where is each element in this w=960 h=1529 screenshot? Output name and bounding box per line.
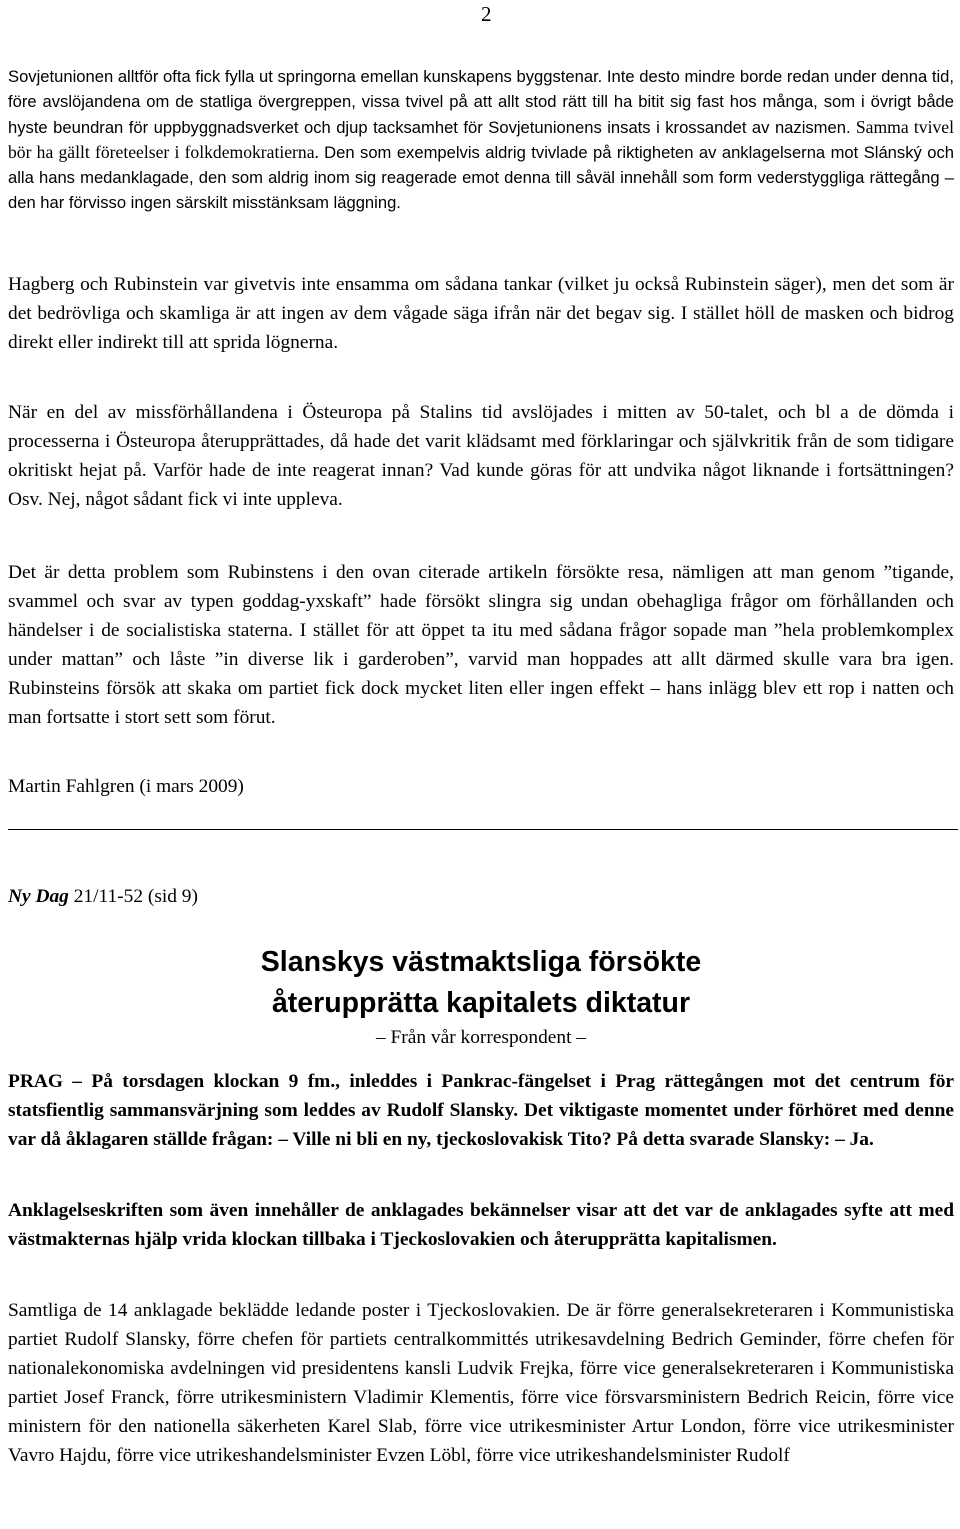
headline-line-2: återupprätta kapitalets diktatur bbox=[271, 987, 691, 1019]
article-body-paragraph: Samtliga de 14 anklagade beklädde ledande poster i Tjeckoslovakien. De är förre generalsekreteraren i Kommunistiska partiet Rudolf Slansky, förre chefen för partiets centralkommittés utrikesavdelning Bedrich Geminder, förre chefen för nationalekonomiska avdelningen vid presidentens kansli Ludvik Frejka, förre vice generalsekreteraren i Kommunistiska partiet Josef Franck, förre utrikesministern Vladimir Klementis, förre vice försvarsministern Bedrich Reicin, förre vice ministern för den nationella säkerheten Karel Slab, förre vice utrikesminister Artur London, förre vice utrikesminister Vavro Hajdu, förre vice utrikeshandelsminister Evzen Löbl, förre vice utrikeshandelsminister Rudolf bbox=[8, 1300, 954, 1466]
paragraph-detar: Det är detta problem som Rubinstens i den ovan citerade artikeln försökte resa, nämligen att man genom ”tigande, svammel och svar av typen goddag-yxskaft” hade försökt slingra sig undan obehagliga frågor om förhållanden och händelser i de socialistiska staterna. I stället för att öppet ta itu med sådana frågor sopade man ”hela problemkomplex under mattan” och låste ”in diverse lik i garderoben”, varvid man hoppades att allt därmed skulle vara bra igen. Rubinsteins försök att skaka om partiet fick dock mycket liten eller ingen effekt – hans inlägg blev ett rop i natten och man fortsatte i stort sett som förut. bbox=[8, 562, 954, 728]
lead-paragraph-2: Anklagelseskriften som även innehåller de anklagades bekännelser visar att det var de anklagades syfte att med västmakternas hjälp vrida klockan tillbaka i Tjeckoslovakien och återupprätta kapitalismen. bbox=[8, 1200, 954, 1250]
page-number: 2 bbox=[481, 2, 492, 26]
quoted-text-sans-1: Sovjetunionen alltför ofta fick fylla ut springorna emellan kunskapens byggstenar. Inte desto mindre borde redan under denna tid, före avslöjandena om de statliga övergreppen, vissa tvivel på att allt stod rätt till ha bitit sig fast hos många, som i övrigt både hyste beundran för uppbyggnadsverket och djup tacksamhet för Sovjetunionens insats i krossandet av nazismen. bbox=[8, 67, 954, 137]
lead-paragraph-1: PRAG – På torsdagen klockan 9 fm., inleddes i Pankrac-fängelset i Prag rättegången mot det centrum för statsfientlig sammansvärjning som leddes av Rudolf Slansky. Det viktigaste momentet under förhöret med denne var då åklagaren ställde frågan: – Ville ni bli en ny, tjeckoslovakisk Tito? På detta svarade Slansky: – Ja. bbox=[8, 1071, 954, 1150]
section-divider bbox=[8, 829, 958, 830]
author-signature: Martin Fahlgren (i mars 2009) bbox=[8, 776, 244, 797]
source-reference: 21/11-52 (sid 9) bbox=[73, 886, 198, 907]
quoted-text-serif: Samma tvivel bör ha gällt företeelser i folkdemokratierna. bbox=[8, 116, 954, 162]
article-source bbox=[8, 886, 198, 908]
quoted-text-sans-2: Den som exempelvis aldrig tvivlade på riktigheten av anklagelserna mot Slánský och alla hans medanklagade, den som aldrig inom sig reagerade emot denna till såväl innehåll som form vederstyggliga rättegång – den har förvisso ingen särskilt misstänksam läggning. bbox=[8, 142, 954, 213]
article-byline: – Från vår korrespondent – bbox=[375, 1027, 586, 1048]
source-name: Ny Dag bbox=[8, 886, 69, 907]
headline-line-1: Slanskys västmaktsliga försökte bbox=[260, 946, 702, 978]
paragraph-hagberg: Hagberg och Rubinstein var givetvis inte ensamma om sådana tankar (vilket ju också Rubinstein säger), men det som är det bedrövliga och skamliga är att ingen av dem vågade säga ifrån när det begav sig. I stället höll de masken och bidrog direkt eller indirekt till att sprida lögnerna. bbox=[8, 274, 954, 353]
quoted-passage bbox=[8, 64, 954, 216]
paragraph-nar: När en del av missförhållandena i Östeuropa på Stalins tid avslöjades i mitten av 50-talet, och bl a de dömda i processerna i Östeuropa återupprättades, då hade det varit klädsamt med förklaringar och självkritik från de som tidigare okritiskt hejat på. Varför hade de inte reagerat innan? Vad kunde göras för att undvika något liknande i fortsättningen? Osv. Nej, något sådant fick vi inte uppleva. bbox=[8, 402, 954, 510]
article-headline bbox=[8, 942, 954, 1024]
